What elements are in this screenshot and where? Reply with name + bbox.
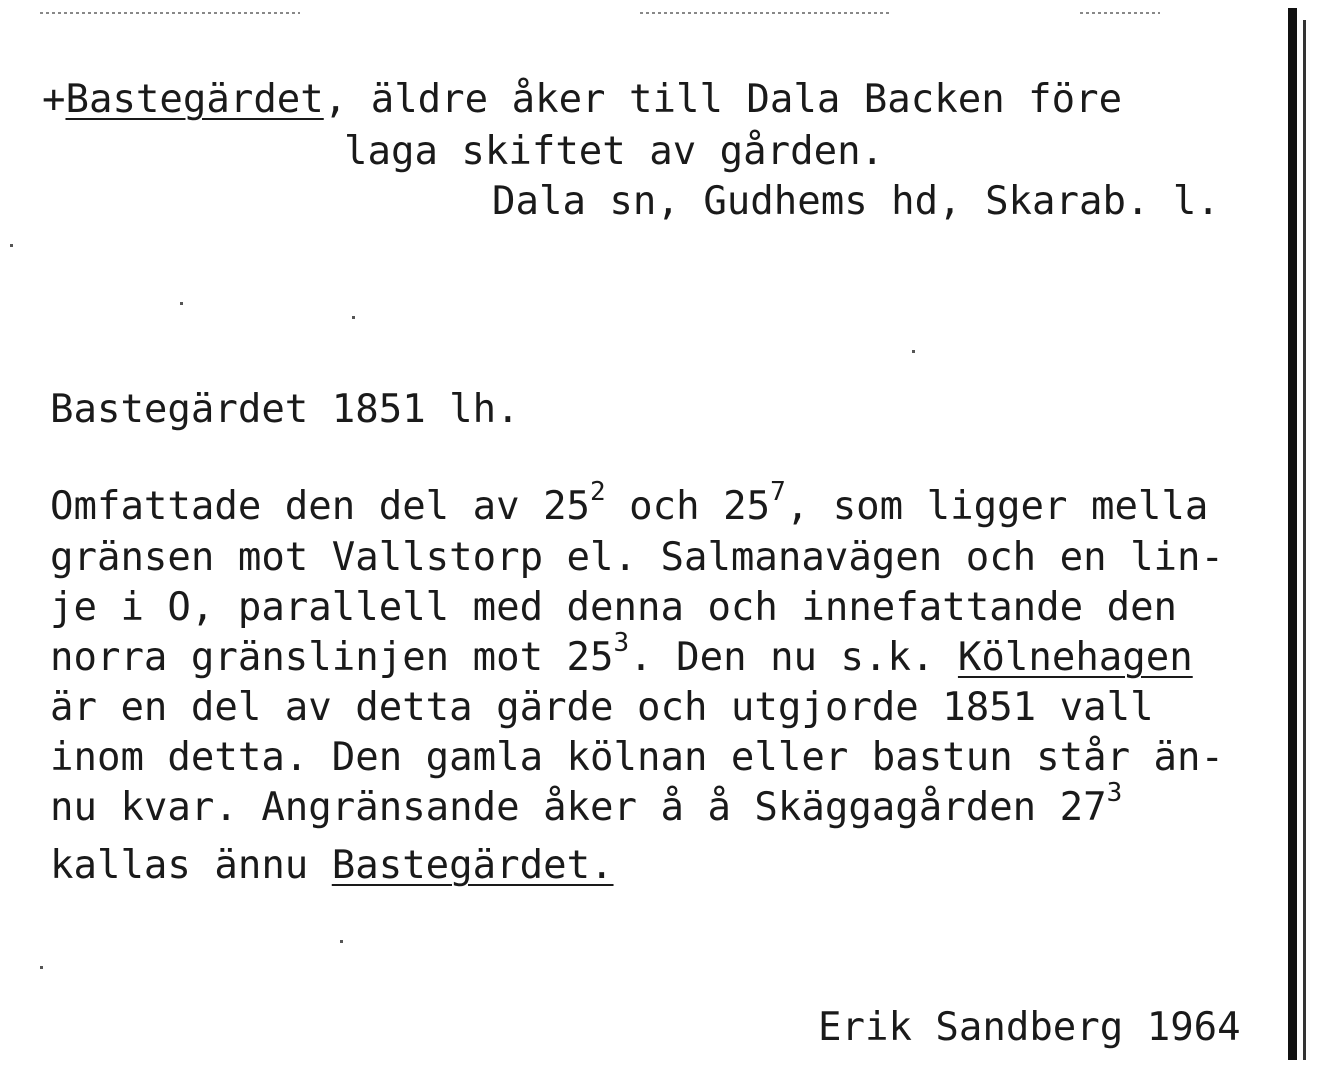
body-line-2: gränsen mot Vallstorp el. Salmanavägen och en lin- xyxy=(50,535,1224,580)
scan-speck xyxy=(912,350,915,353)
top-scan-artifact xyxy=(40,12,300,14)
body-text: , som ligger mella xyxy=(785,484,1209,529)
underlined-placename: Kölnehagen xyxy=(957,635,1193,680)
superscript: 2 xyxy=(590,477,606,507)
underlined-placename: Bastegärdet. xyxy=(331,843,614,888)
body-line-8 xyxy=(50,843,614,888)
body-text: Omfattade den del av 25 xyxy=(50,484,591,529)
top-scan-artifact xyxy=(1080,12,1160,14)
body-text: och 25 xyxy=(605,484,771,529)
scan-speck xyxy=(340,940,343,943)
entry-headword-line xyxy=(42,77,1123,122)
body-line-4 xyxy=(50,628,1193,680)
signature: Erik Sandberg 1964 xyxy=(818,1005,1241,1050)
body-line-6: inom detta. Den gamla kölnan eller bastun står än- xyxy=(50,735,1224,780)
scan-speck xyxy=(10,244,13,247)
body-text: nu kvar. Angränsande åker å å Skäggagården 27 xyxy=(50,785,1107,830)
body-line-1 xyxy=(50,477,1209,529)
body-text: norra gränslinjen mot 25 xyxy=(50,635,614,680)
scan-speck xyxy=(352,316,355,319)
entry-location: Dala sn, Gudhems hd, Skarab. l. xyxy=(492,179,1220,224)
entry-description-cont: laga skiftet av gården. xyxy=(344,129,885,174)
scan-speck xyxy=(180,302,183,305)
body-line-7 xyxy=(50,778,1123,830)
body-line-5: är en del av detta gärde och utgjorde 1851 vall xyxy=(50,685,1154,730)
top-scan-artifact xyxy=(640,12,890,14)
deleted-marker: + xyxy=(42,77,66,122)
scan-speck xyxy=(40,966,43,969)
record-heading: Bastegärdet 1851 lh. xyxy=(50,387,520,432)
body-text: kallas ännu xyxy=(50,843,332,888)
card-right-edge-shadow xyxy=(1303,20,1306,1060)
body-text: . Den nu s.k. xyxy=(629,635,958,680)
card-right-edge xyxy=(1288,8,1297,1060)
entry-headword: Bastegärdet xyxy=(65,77,324,122)
superscript: 3 xyxy=(613,628,630,658)
superscript: 3 xyxy=(1106,778,1123,808)
body-line-3: je i O, parallell med denna och innefattande den xyxy=(50,585,1178,630)
entry-description: , äldre åker till Dala Backen före xyxy=(323,77,1123,122)
superscript: 7 xyxy=(770,477,786,507)
